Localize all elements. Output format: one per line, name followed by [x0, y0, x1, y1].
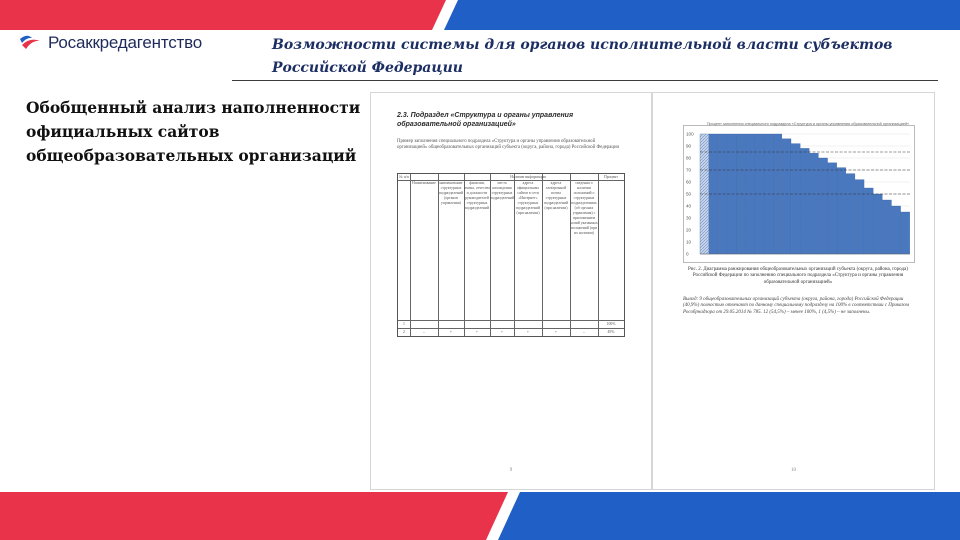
table-header-cell: места нахождения структурных подразделений [490, 181, 515, 200]
chart-caption: Рис. 2. Диаграмма ранжирования общеобразовательных организаций субъекта (округа, района, города) Российской Федерации по заполнению специального подраздела «Структура и органы управления образовательной организацией» [688, 267, 908, 285]
page-number: 10 [791, 468, 796, 473]
chart-y-tick-label: 30 [686, 215, 692, 221]
chart-y-tick-label: 100 [686, 131, 694, 137]
chart-conclusion: Вывод: 9 общеобразовательных организаций субъекта (округа, района, города) Российской Федерации (40,9%) полностью отвечают по данному специальному подразделу на 100% в соответствии с Приказом Рособрнадзора от 29.05.2014 № 785. 12 (54,5%) – менее 100%, 1 (4,5%) – не заполнены. [683, 297, 909, 315]
table-cell: 49% [607, 329, 615, 334]
header-title: Возможности системы для органов исполнительной власти субъектов Российской Федерации [272, 37, 893, 76]
chart-y-tick-label: 10 [686, 239, 692, 245]
bottom-color-band [0, 492, 960, 540]
table-cell: + [500, 329, 504, 334]
bottom-band-red [0, 492, 508, 540]
table-header-cell: № п/п [399, 174, 409, 179]
chart-bar [883, 200, 892, 254]
chart-bar [800, 148, 809, 254]
table-row-divider [398, 320, 624, 321]
chart-bar [819, 158, 828, 254]
table-cell: + [554, 329, 558, 334]
chart-y-tick-label: 80 [686, 155, 692, 161]
table-header-cell: наименование структурных подразделений (органов управления) [438, 181, 464, 205]
chart-bar [791, 144, 800, 254]
section-intro: Пример заполнения специального подраздела «Структура и органы управления образовательной организацией» общеобразовательных организаций субъекта (округа, района, города) Российской Федерации [397, 139, 620, 151]
section-heading: 2.3. Подраздел «Структура и органы управления образовательной организацией» [397, 112, 574, 128]
logo-flag-icon [18, 33, 44, 53]
chart-y-tick-label: 0 [686, 251, 689, 257]
chart-y-tick-label: 90 [686, 143, 692, 149]
table-header-cell: сведения о наличии положений о структурных подразделениях (об органах управления) с приложением копий указанных положений (при их наличии) [570, 181, 598, 235]
chart-y-tick-label: 60 [686, 179, 692, 185]
table-header-cell: адреса электронной почты структурных подразделений (при наличии) [543, 181, 569, 210]
chart-bar [782, 139, 791, 254]
chart-bar [810, 153, 819, 254]
ranking-chart [683, 125, 915, 263]
table-cell: 100% [606, 322, 616, 326]
table-header-cell: Процент [604, 174, 618, 179]
chart-bar [846, 174, 855, 254]
top-color-band [0, 0, 960, 30]
table-header-cell: фамилии, имена, отчества и должности руководителей структурных подразделений [464, 181, 490, 210]
chart-y-tick-label: 40 [686, 203, 692, 209]
table-col-divider [598, 174, 599, 336]
chart-y-tick-label: 50 [686, 191, 692, 197]
chart-bar [901, 212, 910, 254]
chart-bar [892, 206, 901, 254]
chart-bar [837, 168, 846, 254]
chart-y-tick-label: 20 [686, 227, 692, 233]
slide-title: Обобщенный анализ наполненности официальных сайтов общеобразовательных организаций [26, 98, 361, 165]
table-cell: 1 [403, 322, 405, 326]
chart-y-tick-label: 70 [686, 167, 692, 173]
table-header-cell: Наименование [412, 181, 436, 185]
chart-bar [828, 163, 837, 254]
table-cell: + [449, 329, 453, 334]
document-page-left [370, 92, 652, 490]
logo [18, 30, 202, 56]
chart-title: Процент заполнения специального подраздела «Структура и органы управления образовательной организацией» [706, 122, 910, 126]
table-header-cell: адреса официальных сайтов в сети «Интернет» структурных подразделений (при наличии) [515, 181, 541, 215]
chart-bar [873, 194, 882, 254]
top-band-blue [444, 0, 960, 30]
table-col-divider [410, 174, 411, 336]
table-cell: + [475, 329, 479, 334]
table-cell: – [423, 329, 425, 334]
header-divider [232, 80, 938, 81]
document-page-right [652, 92, 935, 490]
table-cell: – [583, 329, 585, 334]
table-cell: 2 [403, 329, 405, 334]
fill-table [397, 173, 625, 337]
table-cell: + [526, 329, 530, 334]
table-group-header: Наличие информации [510, 174, 546, 179]
ranking-chart-svg [684, 126, 914, 262]
page-number: 9 [509, 468, 513, 473]
chart-bar [864, 188, 873, 254]
logo-flag-red [22, 40, 40, 49]
logo-text: Росаккредагентство [48, 33, 203, 52]
chart-bar [855, 180, 864, 254]
